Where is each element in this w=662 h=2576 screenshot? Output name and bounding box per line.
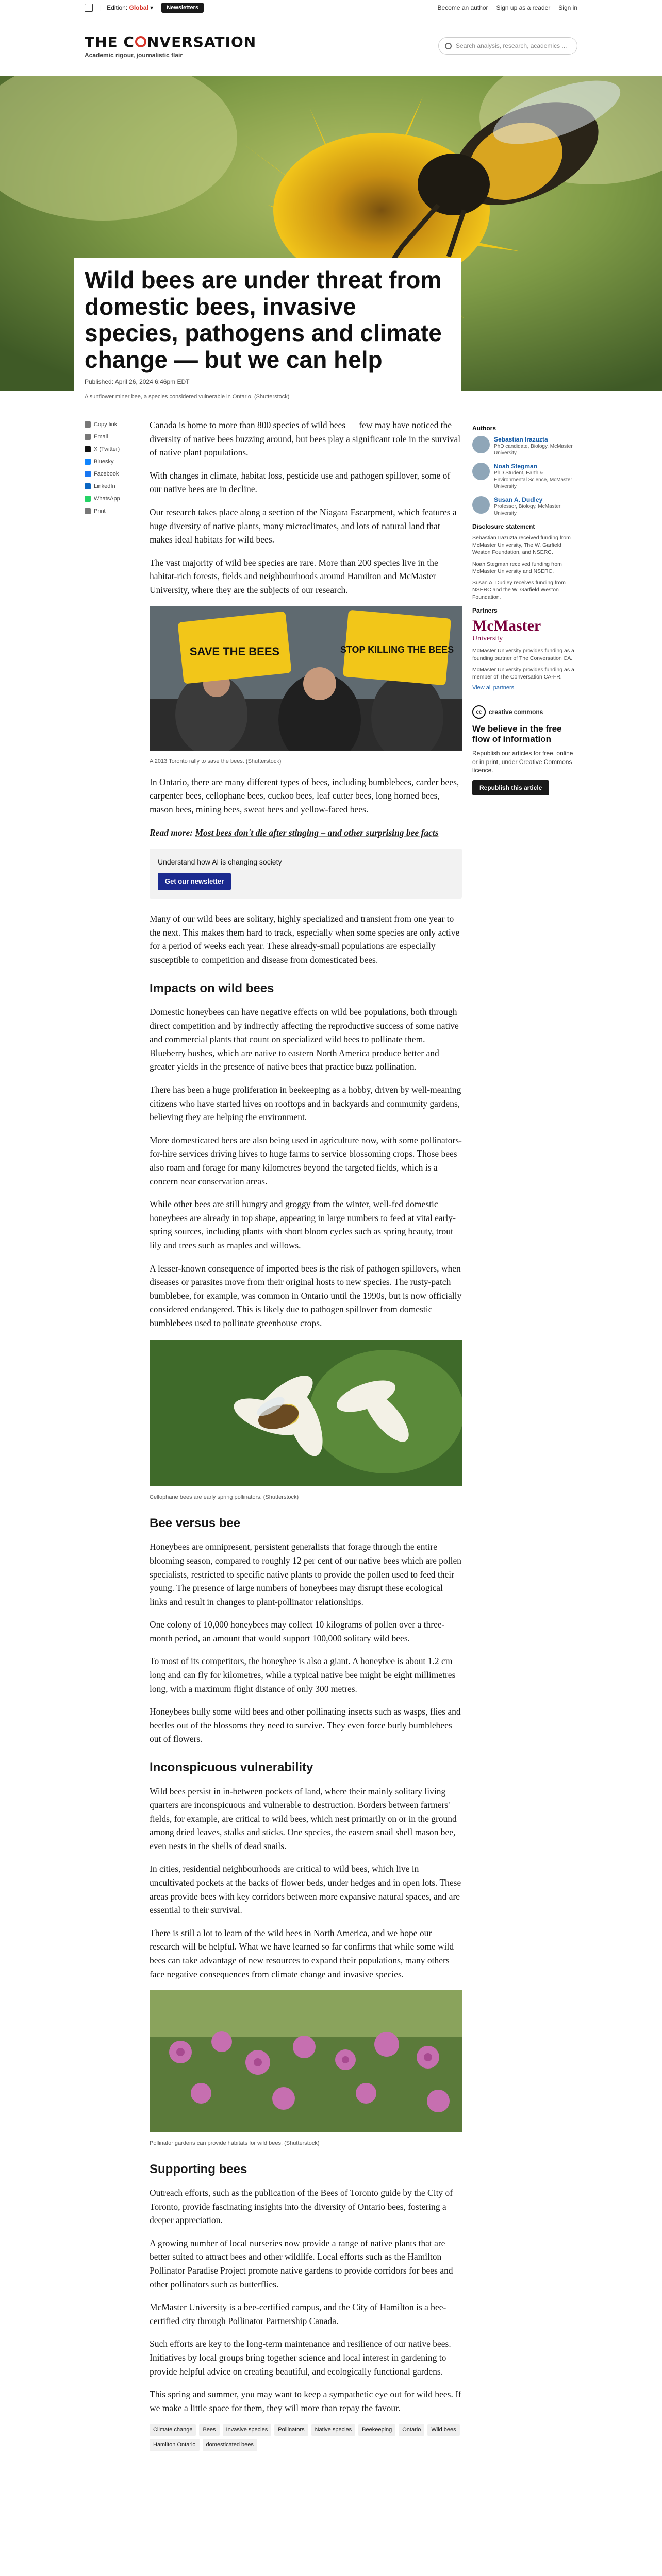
share-email[interactable]: Email [85, 431, 141, 443]
facebook-icon [85, 471, 91, 477]
paragraph: A growing number of local nurseries now provide a range of native plants that are better suited to attract bees and other wildlife. Local efforts such as the Hamilton Pollinator Paradise Project promote native gardens to provide corridors for bees and other pollinators such as butterflies. [150, 2238, 453, 2290]
authors-heading: Authors [472, 425, 496, 432]
tag[interactable]: domesticated bees [203, 2439, 257, 2451]
paragraph: More domesticated bees are also being used in agriculture now, with some pollinators-for-hire services driving hives to huge farms to service blossoming crops. Those bees also roam and forage for many kilometres beyond the targeted fields, which is a concern near conservation areas. [150, 1134, 462, 1187]
home-icon[interactable] [85, 4, 93, 12]
paragraph: Honeybees are omnipresent, persistent generalists that forage through the entire blooming season, compared to roughly 12 per cent of our native bees which are pollen specialists, restricted to specific native plants to provide the pollen used to feed their young. The presence of large numbers of honeybees may disrupt these ecological links and result in changes to plant-pollinator relationships. [150, 1541, 462, 1607]
email-icon [85, 434, 91, 440]
link-icon [85, 421, 91, 428]
paragraph: A lesser-known consequence of imported bees is the risk of pathogen spillovers, when diseases or parasites move from their original hosts to new species. The rusty-patch bumblebee, for example, was common in Ontario until the 1990s, but is now officially considered endangered. This is likely due to pathogen spillover from domestic bumblebees used to pollinate greenhouse crops. [150, 1263, 462, 1328]
become-author-link[interactable]: Become an author [437, 4, 488, 11]
sign-save-the-bees: SAVE THE BEES [189, 645, 280, 658]
sign-stop-killing: STOP KILLING THE BEES [340, 644, 454, 655]
republish-button[interactable]: Republish this article [472, 780, 549, 795]
tag[interactable]: Climate change [150, 2424, 196, 2436]
cellophane-bee-photo [150, 1340, 462, 1486]
search-placeholder: Search analysis, research, academics ... [456, 42, 567, 49]
figure-caption: A 2013 Toronto rally to save the bees. (Shutterstock) [150, 758, 282, 765]
cc-icon: cc [472, 705, 486, 719]
figure-rally [150, 606, 462, 766]
article-title: Wild bees are under threat from domestic bees, invasive species, pathogens and climate change — but we can help [85, 266, 442, 373]
author-role: PhD Student, Earth & Environmental Science, McMaster University [494, 470, 572, 489]
read-more-link[interactable]: Most bees don't die after stinging – and other surprising bee facts [195, 827, 439, 838]
linkedin-icon [85, 483, 91, 489]
tag[interactable]: Hamilton Ontario [150, 2439, 200, 2451]
tagline: Academic rigour, journalistic flair [85, 51, 183, 59]
tag[interactable]: Bees [199, 2424, 219, 2436]
author-name[interactable]: Sebastian Irazuzta [494, 436, 548, 443]
sign-in-link[interactable]: Sign in [558, 4, 577, 11]
avatar [472, 496, 490, 514]
share-linkedin[interactable]: LinkedIn [85, 480, 141, 493]
paragraph: The vast majority of wild bee species are rare. More than 200 species live in the habitat-rich forests, fields and neighbourhoods around Hamilton and McMaster University, where they are the subjects of our research. [150, 557, 438, 595]
edition-selector[interactable]: Edition: Global ▾ [107, 4, 154, 11]
masthead [0, 15, 662, 76]
tag[interactable]: Beekeeping [358, 2424, 395, 2436]
share-column [85, 418, 141, 517]
published-date: Published: April 26, 2024 6:46pm EDT [85, 378, 190, 386]
share-twitter[interactable]: X (Twitter) [85, 443, 141, 455]
paragraph: In cities, residential neighbourhoods are critical to wild bees, which live in uncultivated pockets at the backs of flower beds, under hedges and in open lots. These areas provide bees with key corridors between more expansive natural spaces, and are essential to their survival. [150, 1863, 461, 1916]
figure-caption: Cellophane bees are early spring pollinators. (Shutterstock) [150, 1494, 299, 1501]
share-whatsapp[interactable]: WhatsApp [85, 493, 141, 505]
avatar [472, 463, 490, 480]
view-partners-link[interactable]: View all partners [472, 685, 515, 691]
headline-box [74, 258, 461, 393]
get-newsletter-button[interactable]: Get our newsletter [158, 873, 231, 890]
paragraph: While other bees are still hungry and groggy from the winter, well-fed domestic honeybees are already in top shape, appearing in large numbers to feed at vital early-spring sources, including plants with short bloom cycles such as spring beauty, trout lily and trees such as maples and willows. [150, 1199, 456, 1250]
rally-photo [150, 606, 462, 751]
author-name[interactable]: Noah Stegman [494, 463, 538, 470]
paragraph: Domestic honeybees can have negative effects on wild bee populations, both through direct competition and by indirectly affecting the reproductive success of some native and commercial plants that count on specialized wild bees to pollinate them. Blueberry bushes, which are native to eastern North America produce better and greater yields in the presence of native bees that practice buzz pollination. [150, 1007, 459, 1072]
partner-text: McMaster University provides funding as a founding partner of The Conversation CA. [472, 648, 574, 662]
paragraph: Wild bees persist in in-between pockets of land, where their mainly solitary living quarters are inconspicuous and vulnerable to destruction. Borders between farmers' fields, for example, are critical to wild bees, which nest primarily on or in the ground among dried leaves, stalks and sticks. One species, the eastern snail shell mason bee, even nests in the shells of dead snails. [150, 1786, 457, 1851]
hero-caption: A sunflower miner bee, a species considered vulnerable in Ontario. (Shutterstock) [85, 394, 290, 400]
promo-text: Understand how AI is changing society [158, 858, 282, 867]
sign-up-link[interactable]: Sign up as a reader [496, 4, 551, 11]
cc-text: Republish our articles for free, online or in print, under Creative Commons licence. [472, 749, 573, 774]
share-facebook[interactable]: Facebook [85, 468, 141, 480]
section-heading: Impacts on wild bees [150, 981, 274, 995]
paragraph: This spring and summer, you may want to keep a sympathetic eye out for wild bees. If we make a little space for them, they will more than repay the favour. [150, 2389, 461, 2413]
paragraph: Honeybees bully some wild bees and other pollinating insects such as wasps, flies and beetles out of the blossoms they need to survive. They even force burly bumblebees out of flowers. [150, 1706, 461, 1744]
author-card[interactable] [472, 436, 577, 456]
creative-commons-box: cc creative commons We believe in the free flow of information Republish our articles for free, online or in print, under Creative Commons licence. Republish this article [472, 705, 577, 795]
print-icon [85, 508, 91, 514]
figure-garden [150, 1990, 462, 2147]
section-heading: Bee versus bee [150, 1516, 241, 1530]
author-card[interactable] [472, 463, 577, 490]
paragraph: Our research takes place along a section of the Niagara Escarpment, which features a huge diversity of native plants, many microclimates, and lots of natural land that makes ideal habitats for wild bees. [150, 506, 457, 545]
paragraph: In Ontario, there are many different types of bees, including bumblebees, carder bees, carpenter bees, cellophane bees, cuckoo bees, leaf cutter bees, long horned bees, mason bees, mining bees, sweat bees and yellow-faced bees. [150, 776, 459, 815]
site-logo[interactable]: THE C NVERSATION [85, 33, 257, 50]
disclosure-heading: Disclosure statement [472, 523, 535, 530]
whatsapp-icon [85, 496, 91, 502]
section-heading: Supporting bees [150, 2162, 247, 2176]
paragraph: One colony of 10,000 honeybees may collect 10 kilograms of pollen over a three-month period, an amount that would support 100,000 solitary wild bees. [150, 1619, 445, 1643]
top-bar: | Edition: Global ▾ Newsletters Become an author Sign up as a reader Sign in [0, 0, 662, 15]
paragraph: Outreach efforts, such as the publication of the Bees of Toronto guide by the City of Toronto, provide fascinating insights into the diversity of Ontario bees, fostering a deeper appreciation. [150, 2188, 453, 2226]
sidebar [472, 418, 577, 795]
article-body [150, 418, 462, 2451]
bluesky-icon [85, 459, 91, 465]
cc-title: We believe in the free flow of information [472, 724, 562, 744]
paragraph: There is still a lot to learn of the wild bees in North America, and we hope our research will be helpful. What we have learned so far confirms that while some wild bees can take advantage of new resources to expand their populations, many others face negative consequences from climate change and invasive species. [150, 1927, 454, 1979]
share-bluesky[interactable]: Bluesky [85, 455, 141, 468]
partner-text: McMaster University provides funding as a member of The Conversation CA-FR. [472, 666, 574, 680]
pollinator-garden-photo [150, 1990, 462, 2132]
search-box[interactable] [438, 37, 577, 55]
tag[interactable]: Invasive species [223, 2424, 272, 2436]
tag[interactable]: Wild bees [427, 2424, 459, 2436]
figure-cellophane [150, 1340, 462, 1502]
paragraph: Such efforts are key to the long-term maintenance and resilience of our native bees. Initiatives by local groups bring together science and local interest in gardening to provide helpful advice on creating beautiful, and ecologically functional gardens. [150, 2338, 451, 2377]
read-more: Read more: Most bees don't die after stinging – and other surprising bee facts [150, 827, 439, 838]
tag[interactable]: Ontario [399, 2424, 424, 2436]
partners-heading: Partners [472, 607, 498, 615]
tag-list [150, 2424, 462, 2450]
share-print[interactable]: Print [85, 505, 141, 517]
section-heading: Inconspicuous vulnerability [150, 1760, 313, 1775]
disclosure: Disclosure statement Sebastian Irazuzta received funding from McMaster University, The W. Garfield Weston Foundation, and NSERC. Noah Stegman received funding from McMaster University and NSERC. Susan A. Dudley receives funding from NSERC and the W. Garfield Weston Foundation. [472, 523, 577, 601]
search-icon [445, 43, 452, 49]
author-card[interactable] [472, 496, 577, 517]
x-icon [85, 446, 91, 452]
paragraph: With changes in climate, habitat loss, pesticide use and pathogen spillover, some of our native bees are in decline. [150, 470, 451, 495]
tag[interactable]: Pollinators [274, 2424, 308, 2436]
mcmaster-logo[interactable]: McMaster [472, 617, 541, 635]
author-role: Professor, Biology, McMaster University [494, 504, 561, 516]
newsletters-button[interactable]: Newsletters [161, 3, 204, 13]
logo-o-icon [135, 36, 146, 47]
share-copy-link[interactable]: Copy link [85, 418, 141, 431]
avatar [472, 436, 490, 453]
author-role: PhD candidate, Biology, McMaster University [494, 444, 573, 456]
figure-caption: Pollinator gardens can provide habitats for wild bees. (Shutterstock) [150, 2140, 320, 2146]
paragraph: To most of its competitors, the honeybee is also a giant. A honeybee is about 1.2 cm long and can fly for kilometres, while a typical native bee might be eight millimetres long, with a maximum flight distance of only 300 metres. [150, 1656, 456, 1694]
tag[interactable]: Native species [311, 2424, 356, 2436]
author-name[interactable]: Susan A. Dudley [494, 496, 543, 503]
paragraph: McMaster University is a bee-certified campus, and the City of Hamilton is a bee-certified city through Pollinator Partnership Canada. [150, 2302, 446, 2326]
paragraph: Canada is home to more than 800 species of wild bees — few may have noticed the diversity of native bees buzzing around, but bees play a significant role in the survival of native plant populations. [150, 420, 461, 458]
paragraph: There has been a huge proliferation in beekeeping as a hobby, driven by well-meaning citizens who have started hives on rooftops and in backyards and community gardens, believing they are helping the environment. [150, 1084, 461, 1123]
paragraph: Many of our wild bees are solitary, highly specialized and transient from one year to the next. This makes them hard to track, especially when some species are only active for a period of weeks each year. These already-small populations are especially susceptible to competition and disease from domesticated bees. [150, 913, 460, 965]
mcmaster-logo-sub: University [472, 635, 503, 643]
newsletter-promo [150, 849, 462, 899]
